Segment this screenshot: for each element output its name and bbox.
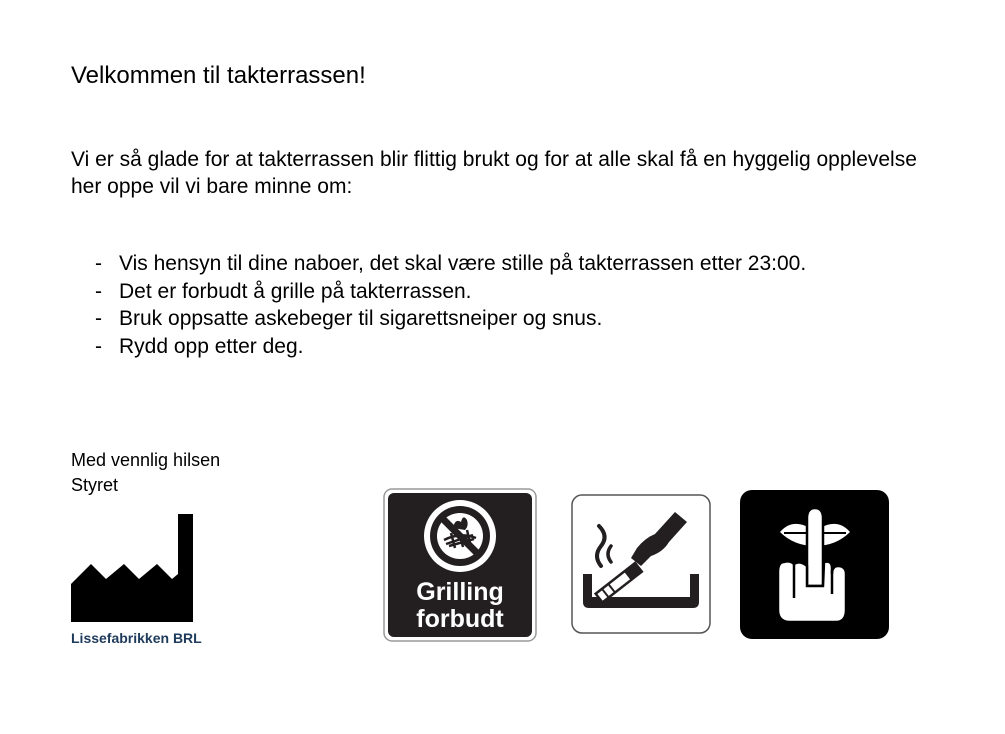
list-item: [71, 305, 806, 333]
rule-text: Rydd opp etter deg.: [119, 334, 304, 358]
rule-text: Det er forbudt å grille på takterrassen.: [119, 279, 472, 303]
rule-text: Vis hensyn til dine naboer, det skal være stille på takterrassen etter 23:00.: [119, 252, 807, 275]
no-grilling-icon: [383, 488, 537, 642]
page-title: Velkommen til takterrassen!: [71, 62, 366, 89]
list-item: [71, 278, 806, 306]
quiet-please-icon: [740, 490, 889, 639]
signoff: [71, 448, 220, 498]
list-bullet: -: [95, 307, 102, 330]
sign-text-line2: forbudt: [416, 605, 504, 633]
signoff-greeting: Med vennlig hilsen: [71, 450, 221, 470]
rule-text: Bruk oppsatte askebeger til sigarettsneiper og snus.: [119, 307, 603, 330]
ashtray-icon: [571, 494, 711, 634]
signoff-sender: Styret: [71, 475, 119, 495]
list-bullet: -: [95, 252, 102, 275]
list-item: [71, 333, 806, 361]
sign-text-line1: Grilling: [416, 578, 504, 606]
logo-text: Lissefabrikken BRL: [71, 630, 202, 646]
list-bullet: -: [95, 279, 102, 303]
intro-text: Vi er så glade for at takterrassen blir flittig brukt og for at alle skal få en hyggelig opplevelse her oppe vil vi bare minne om:: [71, 148, 917, 198]
rules-list: [71, 250, 806, 360]
list-item: [71, 250, 806, 278]
list-bullet: -: [95, 334, 102, 358]
factory-icon: [71, 514, 195, 624]
